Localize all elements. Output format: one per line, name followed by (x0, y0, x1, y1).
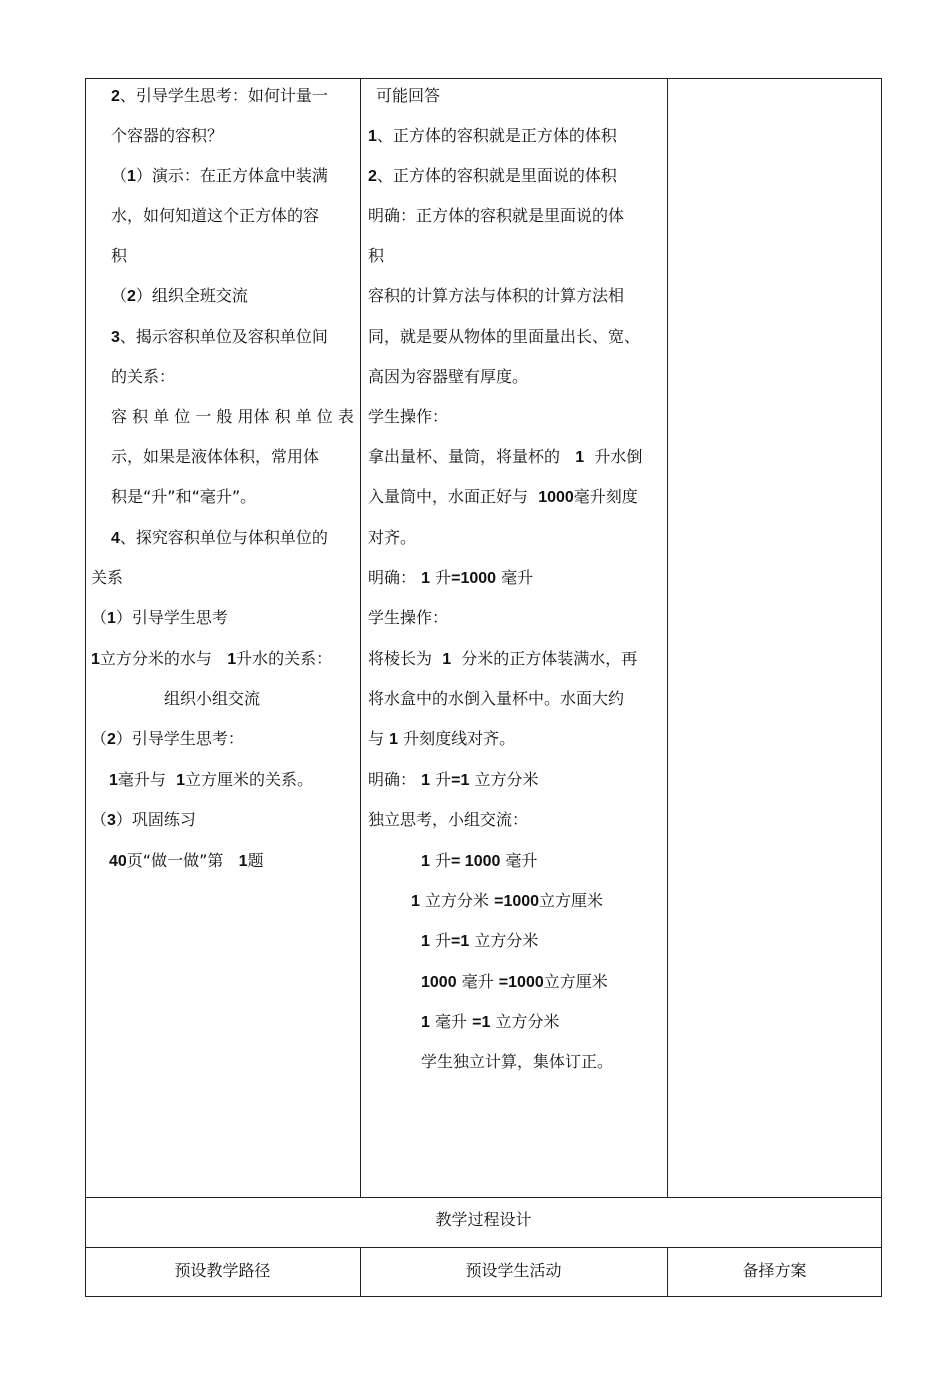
text-line: 关系 (91, 568, 124, 587)
text-line: 将棱长为 1 分米的正方体装满水，再 (368, 649, 638, 668)
text-line: 独立思考，小组交流： (368, 810, 529, 829)
text-line: 明确： 1 升=1000 毫升 (368, 568, 534, 587)
text-line: 学生独立计算，集体订正。 (421, 1052, 614, 1071)
text-line: 2、正方体的容积就是里面说的体积 (368, 166, 617, 185)
text-line: 1、正方体的容积就是正方体的体积 (368, 126, 617, 145)
column-header-teaching-path: 预设教学路径 (174, 1261, 271, 1280)
text-line: 学生操作： (368, 407, 449, 426)
equation-line: 1 毫升 =1 立方分米 (421, 1012, 560, 1031)
row-divider-title (85, 1197, 882, 1198)
column-header-alternative-plan: 备择方案 (742, 1261, 807, 1280)
text-line: 的关系： (111, 367, 176, 386)
section-title: 教学过程设计 (435, 1210, 532, 1229)
text-line: 2、引导学生思考：如何计量一 (111, 86, 328, 105)
text-line: 积 (111, 246, 128, 265)
lesson-table-frame (85, 78, 882, 1297)
text-line: 入量筒中，水面正好与 1000毫升刻度 (368, 487, 638, 506)
text-line: 明确：正方体的容积就是里面说的体 (368, 206, 625, 225)
text-line: 拿出量杯、量筒，将量杯的 1 升水倒 (368, 447, 643, 466)
text-line: 积是“升”和“毫升”。 (111, 487, 257, 506)
equation-line: 1 升=1 立方分米 (421, 931, 539, 950)
text-line: 4、探究容积单位与体积单位的 (111, 528, 328, 547)
text-line: 40页“做一做”第 1题 (109, 851, 264, 870)
text-line: 1立方分米的水与 1升水的关系： (91, 649, 333, 668)
text-line: 1毫升与 1立方厘米的关系。 (109, 770, 314, 789)
text-line: 容 积 单 位 一 般 用体 积 单 位 表 (111, 407, 354, 426)
text-line: （3）巩固练习 (91, 810, 196, 829)
text-line: 与 1 升刻度线对齐。 (368, 729, 516, 748)
text-line: 个容器的容积？ (111, 126, 224, 145)
column-header-student-activity: 预设学生活动 (465, 1261, 562, 1280)
equation-line: 1 立方分米 =1000立方厘米 (411, 891, 604, 910)
text-line: 学生操作： (368, 608, 449, 627)
text-line: （2）引导学生思考： (91, 729, 244, 748)
text-line: 可能回答 (376, 86, 441, 105)
equation-line: 1 升= 1000 毫升 (421, 851, 538, 870)
text-line: 示，如果是液体体积，常用体 (111, 447, 320, 466)
text-line: （2）组织全班交流 (111, 286, 248, 305)
column-divider-1 (360, 78, 361, 1198)
column-divider-2 (667, 78, 668, 1198)
text-line: 明确： 1 升=1 立方分米 (368, 770, 539, 789)
text-line: 3、揭示容积单位及容积单位间 (111, 327, 328, 346)
text-line: 同，就是要从物体的里面量出长、宽、 (368, 327, 641, 346)
text-line: 将水盒中的水倒入量杯中。水面大约 (368, 689, 625, 708)
text-line: 高因为容器壁有厚度。 (368, 367, 529, 386)
text-line: 水，如何知道这个正方体的容 (111, 206, 320, 225)
row-divider-headers (85, 1247, 882, 1248)
equation-line: 1000 毫升 =1000立方厘米 (421, 972, 608, 991)
text-line: 对齐。 (368, 528, 417, 547)
text-line: 组织小组交流 (164, 689, 261, 708)
text-line: 容积的计算方法与体积的计算方法相 (368, 286, 625, 305)
text-line: （1）引导学生思考 (91, 608, 228, 627)
text-line: 积 (368, 246, 385, 265)
text-line: （1）演示：在正方体盒中装满 (111, 166, 328, 185)
